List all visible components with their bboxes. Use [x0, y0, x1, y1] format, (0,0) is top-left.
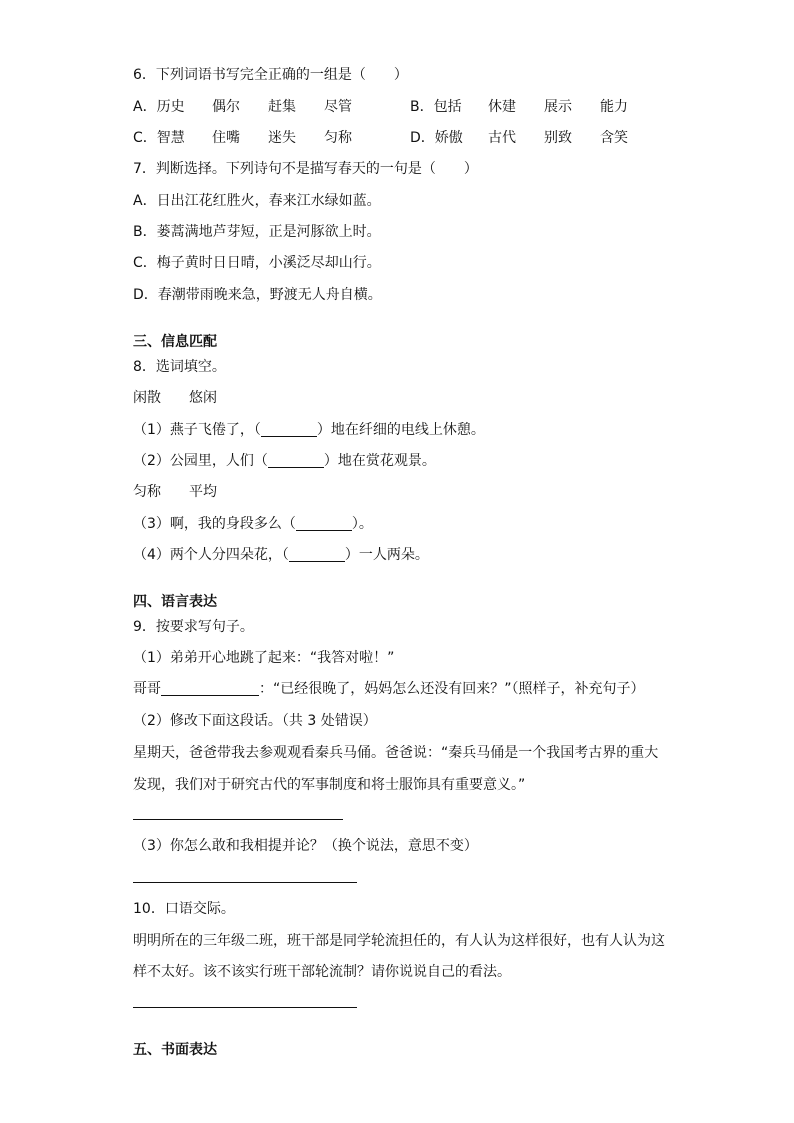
q9-part-3-answer-line[interactable]	[133, 882, 357, 883]
q8-sentence-4-end: ）一人两朵。	[344, 547, 429, 563]
q6-option-d-word: 含笑	[600, 130, 628, 146]
q10-prompt-line: 明明所在的三年级二班，班干部是同学轮流担任的，有人认为这样很好，也有人认为这	[133, 933, 665, 949]
q9-part-2: （2）修改下面这段话。（共 3 处错误）	[133, 713, 377, 729]
q6-option-b-word: 休建	[488, 99, 516, 115]
q10-prompt-line: 样不太好。该不该实行班干部轮流制？请你说说自己的看法。	[133, 964, 511, 980]
q7-stem: 7．判断选择。下列诗句不是描写春天的一句是（ ）	[133, 161, 478, 177]
q8-sentence-1	[133, 421, 485, 439]
q10-stem: 10．口语交际。	[133, 901, 235, 917]
q8-sentence-2-end: ）地在赏花观景。	[323, 453, 436, 469]
q6-option-d-word: 别致	[544, 130, 572, 146]
q7-option-b: B．蒌蒿满地芦芽短，正是河豚欲上时。	[133, 224, 381, 240]
q6-option-b-word: 展示	[544, 99, 572, 115]
q8-blank-2[interactable]	[268, 453, 324, 468]
q8-blank-3[interactable]	[296, 516, 352, 531]
q9-sentence-start: 哥哥	[133, 681, 161, 697]
q8-sentence-3-start: （3）啊，我的身段多么（	[133, 516, 296, 532]
q9-part-2-passage-line: 发现，我们对于研究古代的军事制度和将士服饰具有重要意义。”	[133, 777, 526, 793]
q6-option-c-word: 匀称	[324, 130, 352, 146]
q9-part-2-answer-line[interactable]	[133, 819, 343, 820]
q9-part-1-sentence	[133, 680, 645, 698]
q8-word-choice: 匀称	[133, 484, 161, 500]
q8-blank-4[interactable]	[289, 547, 345, 562]
q6-stem: 6．下列词语书写完全正确的一组是（ ）	[133, 67, 408, 83]
q6-option-d-label: D．娇傲	[410, 130, 463, 146]
q8-sentence-2-start: （2）公园里，人们（	[133, 453, 268, 469]
q6-option-a-word: 偶尔	[212, 99, 240, 115]
q9-part-3: （3）你怎么敢和我相提并论？（换个说法，意思不变）	[133, 838, 478, 854]
q6-option-d-word: 古代	[488, 130, 516, 146]
section-3-heading: 三、信息匹配	[133, 334, 217, 350]
q6-option-a-word: 赶集	[268, 99, 296, 115]
q8-sentence-1-end: ）地在纤细的电线上休憩。	[316, 422, 485, 438]
q8-sentence-3	[133, 515, 373, 533]
section-5-heading: 五、书面表达	[133, 1042, 217, 1058]
q10-answer-line[interactable]	[133, 1007, 357, 1008]
q6-option-a-word: 尽管	[324, 99, 352, 115]
q8-blank-1[interactable]	[261, 422, 317, 437]
q9-part-1: （1）弟弟开心地跳了起来：“我答对啦！”	[133, 650, 395, 666]
q9-part-2-passage-line: 星期天，爸爸带我去参观观看秦兵马俑。爸爸说：“秦兵马俑是一个我国考古界的重大	[133, 745, 659, 761]
q6-option-b-label: B．包括	[410, 99, 462, 115]
q9-sentence-end: ：“已经很晚了，妈妈怎么还没有回来？”（照样子，补充句子）	[259, 681, 645, 697]
section-4-heading: 四、语言表达	[133, 594, 217, 610]
q8-sentence-2	[133, 452, 436, 470]
q8-sentence-1-start: （1）燕子飞倦了，（	[133, 422, 261, 438]
q9-stem: 9．按要求写句子。	[133, 619, 254, 635]
q6-option-a-label: A．历史	[133, 99, 185, 115]
q6-option-c-word: 迷失	[268, 130, 296, 146]
q7-option-d: D．春潮带雨晚来急，野渡无人舟自横。	[133, 287, 382, 303]
q8-stem: 8．选词填空。	[133, 359, 226, 375]
q8-word-choice: 悠闲	[189, 390, 217, 406]
q9-answer-blank[interactable]	[161, 681, 259, 696]
q7-option-c: C．梅子黄时日日晴，小溪泛尽却山行。	[133, 255, 381, 271]
q6-option-c-word: 住嘴	[212, 130, 240, 146]
q8-word-choice: 平均	[189, 484, 217, 500]
q8-word-choice: 闲散	[133, 390, 161, 406]
q6-option-c-label: C．智慧	[133, 130, 185, 146]
q6-option-b-word: 能力	[600, 99, 628, 115]
q7-option-a: A．日出江花红胜火，春来江水绿如蓝。	[133, 193, 381, 209]
q8-sentence-3-end: ）。	[351, 516, 373, 532]
q8-sentence-4	[133, 546, 429, 564]
q8-sentence-4-start: （4）两个人分四朵花，（	[133, 547, 289, 563]
